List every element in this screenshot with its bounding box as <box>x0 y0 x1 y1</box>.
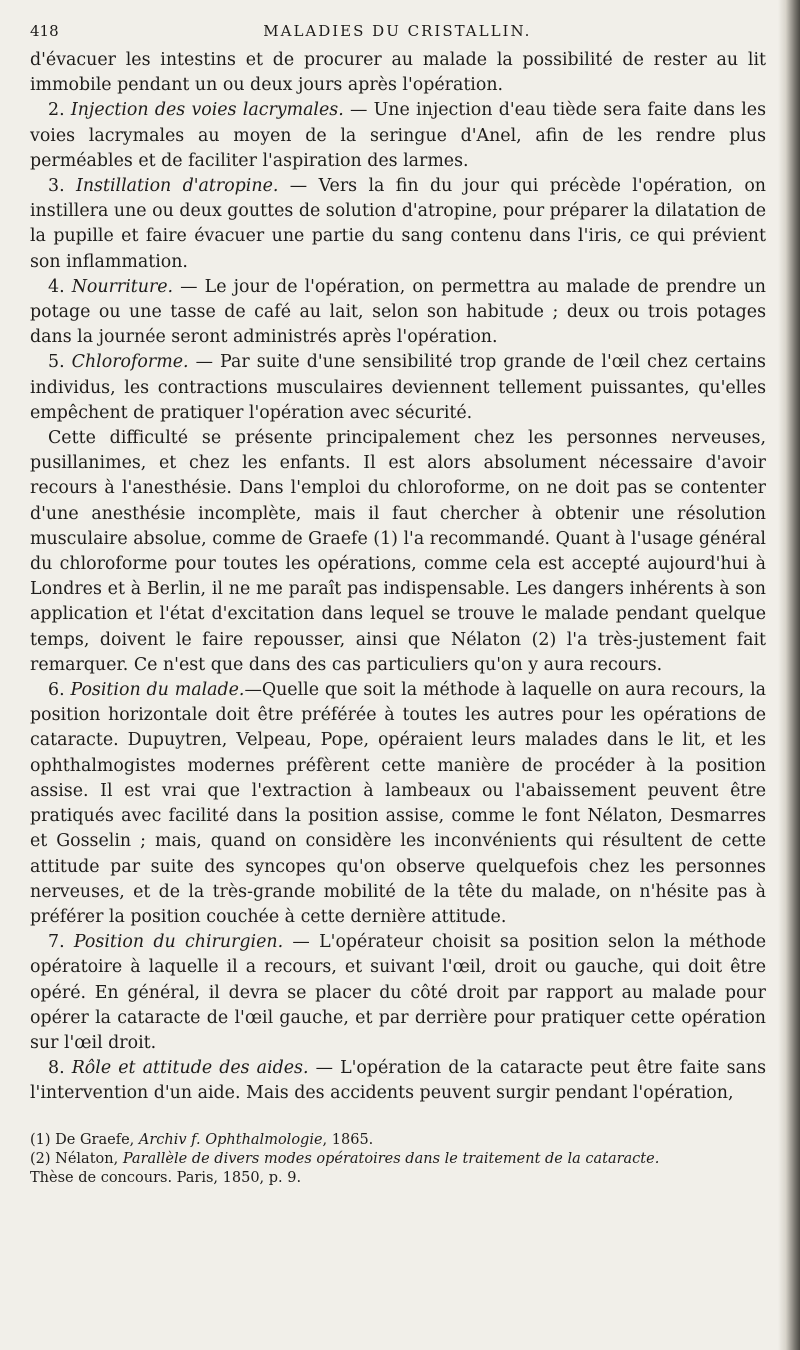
footnote-1: (1) De Graefe, Archiv f. Ophthalmologie, 1865. <box>30 1131 374 1148</box>
section-title: Position du malade. <box>70 680 245 701</box>
paragraph-difficulte: Cette difficulté se présente principalement chez les personnes nerveuses, pusillanimes, et chez les enfants. Il est alors absolument nécessaire d'avoir recours à l'anesthésie. Dans l'emploi du chloroforme, on ne doit pas se contenter d'une anesthésie incomplète, mais il faut chercher à obtenir une résolution musculaire absolue, comme de Graefe (1) l'a recommandé. Quant à l'usage général du chloroforme pour toutes les opérations, comme cela est accepté aujourd'hui à Londres et à Berlin, il ne me paraît pas indispensable. Les dangers inhérents à son application et l'état d'excitation dans lequel se trouve le malade pendant quelque temps, doivent le faire repousser, ainsi que Nélaton (2) l'a très-justement fait remarquer. Ce n'est que dans des cas particuliers qu'on y aura recours. <box>30 428 766 675</box>
paragraph-position-malade: 6. Position du malade.—Quelle que soit la méthode à laquelle on aura recours, la position horizontale doit être préférée à toutes les autres pour les opérations de cataracte. Dupuytren, Velpeau, Pope, opéraient leurs malades dans le lit, et les ophthalmogistes modernes préfèrent cette manière de procéder à la position assise. Il est vrai que l'extraction à lambeaux ou l'abaissement peuvent être pratiqués avec facilité dans la position assise, comme le font Nélaton, Desmarres et Gosselin ; mais, quand on considère les inconvénients qui résultent de cette attitude par suite des syncopes qu'on observe quelquefois chez les personnes nerveuses, et de la très-grande mobilité de la tête du malade, on n'hésite pas à préférer la position couchée à cette dernière attitude. <box>30 680 767 927</box>
page-number: 418 <box>30 22 59 40</box>
footnotes <box>30 1131 766 1188</box>
body-text <box>30 48 766 1107</box>
paragraph-position-chirurgien: 7. Position du chirurgien. — L'opérateur choisit sa position selon la méthode opératoire à laquelle il a recours, et suivant l'œil, droit ou gauche, qui doit être opéré. En général, il devra se placer du côté droit par rapport au malade pour opérer la cataracte de l'œil gauche, et par derrière pour pratiquer cette opération sur l'œil droit. <box>30 932 767 1053</box>
footnote-2-continuation: Thèse de concours. Paris, 1850, p. 9. <box>30 1169 302 1186</box>
running-title: MALADIES DU CRISTALLIN. <box>263 22 532 40</box>
section-title: Rôle et attitude des aides. <box>71 1058 309 1079</box>
paragraph-chloroforme: 5. Chloroforme. — Par suite d'une sensibilité trop grande de l'œil chez certains individus, les contractions musculaires deviennent tellement puissantes, qu'elles empêchent de pratiquer l'opération avec sécurité. <box>30 352 766 423</box>
section-title: Injection des voies lacrymales. <box>70 100 344 121</box>
section-title: Instillation d'atropine. <box>75 176 279 197</box>
paragraph-continuation: d'évacuer les intestins et de procurer au malade la possibilité de rester au lit immobile pendant un ou deux jours après l'opération. <box>30 50 766 96</box>
section-title: Chloroforme. <box>71 352 189 373</box>
paragraph-atropine: 3. Instillation d'atropine. — Vers la fin du jour qui précède l'opération, on instillera une ou deux gouttes de solution d'atropine, pour préparer la dilatation de la pupille et faire évacuer une partie du sang contenu dans l'iris, ce qui prévient son inflammation. <box>30 176 766 272</box>
paragraph-injection: 2. Injection des voies lacrymales. — Une injection d'eau tiède sera faite dans les voies lacrymales au moyen de la seringue d'Anel, afin de les rendre plus perméables et de faciliter l'aspiration des larmes. <box>30 100 767 171</box>
paragraph-nourriture: 4. Nourriture. — Le jour de l'opération, on permettra au malade de prendre un potage ou une tasse de café au lait, selon son habitude ; deux ou trois potages dans la journée seront administrés après l'opération. <box>30 276 766 348</box>
section-title: Position du chirurgien. <box>73 932 284 953</box>
page-header <box>30 22 766 40</box>
paragraph-role-aides: 8. Rôle et attitude des aides. — L'opération de la cataracte peut être faite sans l'intervention d'un aide. Mais des accidents peuvent surgir pendant l'opération, <box>30 1058 766 1104</box>
footnote-2: (2) Nélaton, Parallèle de divers modes opératoires dans le traitement de la cataracte. <box>30 1150 660 1167</box>
page-binding-edge <box>778 0 800 1350</box>
section-title: Nourriture. <box>71 276 174 297</box>
